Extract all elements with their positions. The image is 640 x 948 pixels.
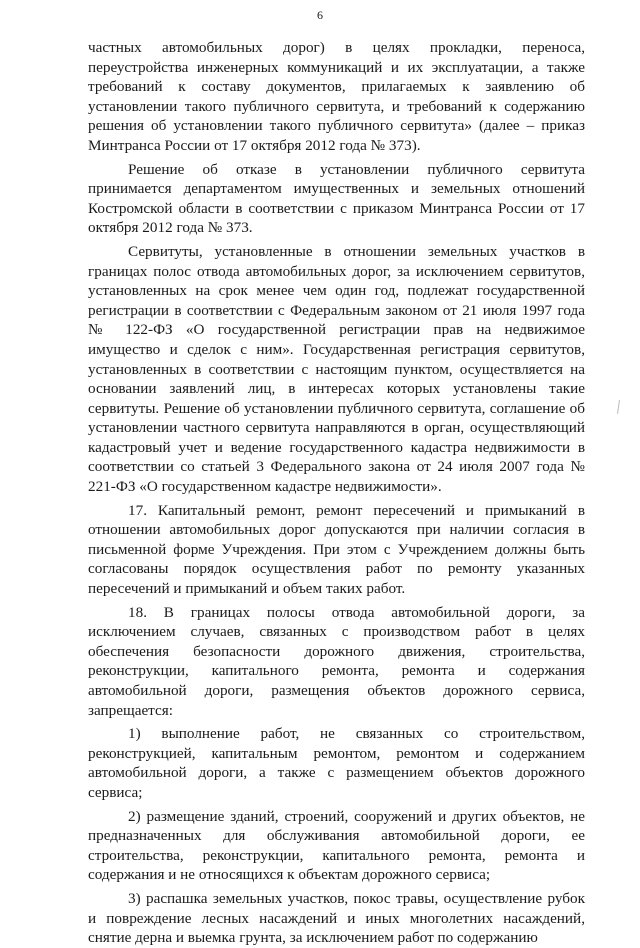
paragraph-item-17: 17. Капитальный ремонт, ремонт пересечений и примыканий в отношении автомобильных дорог допускаются при наличии согласия в письменной форме Учреждения. При этом с Учреждением должны быть согласованы порядок осуществления работ по ремонту указанных пересечений и примыканий и объем таких работ. [88, 501, 585, 598]
page-number: 6 [317, 8, 323, 22]
list-item-3: 3) распашка земельных участков, покос травы, осуществление рубок и повреждение лесных насаждений и иных многолетних насаждений, снятие дерна и выемка грунта, за исключением работ по содержанию [88, 889, 585, 947]
list-item-1: 1) выполнение работ, не связанных со строительством, реконструкцией, капитальным ремонтом, ремонтом и содержанием автомобильной дороги, а также с размещением объектов дорожного сервиса; [88, 725, 585, 801]
paragraph-refusal-decision: Решение об отказе в установлении публичного сервитута принимается департаментом имущественных и земельных отношений Костромской области в соответствии с приказом Минтранса России от 17 октября 2012 года № 373. [88, 160, 585, 237]
document-body [88, 38, 585, 948]
paragraph-continuation: частных автомобильных дорог) в целях прокладки, переноса, переустройства инженерных коммуникаций и их эксплуатации, а также требований к составу документов, прилагаемых к заявлению об установлении такого публичного сервитута, и требований к содержанию решения об установлении такого публичного сервитута» (далее – приказ Минтранса России от 17 октября 2012 года № 373). [88, 39, 585, 154]
paragraph-item-18: 18. В границах полосы отвода автомобильной дороги, за исключением случаев, связанных с производством работ в целях обеспечения безопасности дорожного движения, строительства, реконструкции, капитального ремонта, ремонта и содержания автомобильной дороги, размещения объектов дорожного сервиса, запрещается: [88, 603, 585, 719]
paragraph-servitude-registration: Сервитуты, установленные в отношении земельных участков в границах полос отвода автомобильных дорог, за исключением сервитутов, установленных на срок менее чем один год, подлежат государственной регистрации в соответствии с Федеральным законом от 21 июля 1997 года № 122-ФЗ «О государственной регистрации прав на недвижимое имущество и сделок с ним». Государственная регистрация сервитутов, установленных в соответствии с настоящим пунктом, осуществляется на основании заявлений лиц, в интересах которых установлены такие сервитуты. Решение об установлении публичного сервитута, соглашение об установлении частного сервитута направляются в орган, осуществляющий кадастровый учет и ведение государственного кадастра недвижимости в соответствии со статьей 3 Федерального закона от 24 июля 2007 года № 221-ФЗ «О государственном кадастре недвижимости». [88, 242, 585, 496]
scan-edge-mark [617, 400, 622, 414]
list-item-2: 2) размещение зданий, строений, сооружений и других объектов, не предназначенных для обслуживания автомобильной дороги, ее строительства, реконструкции, капитального ремонта, ремонта и содержания и не относящихся к объектам дорожного сервиса; [88, 807, 585, 884]
